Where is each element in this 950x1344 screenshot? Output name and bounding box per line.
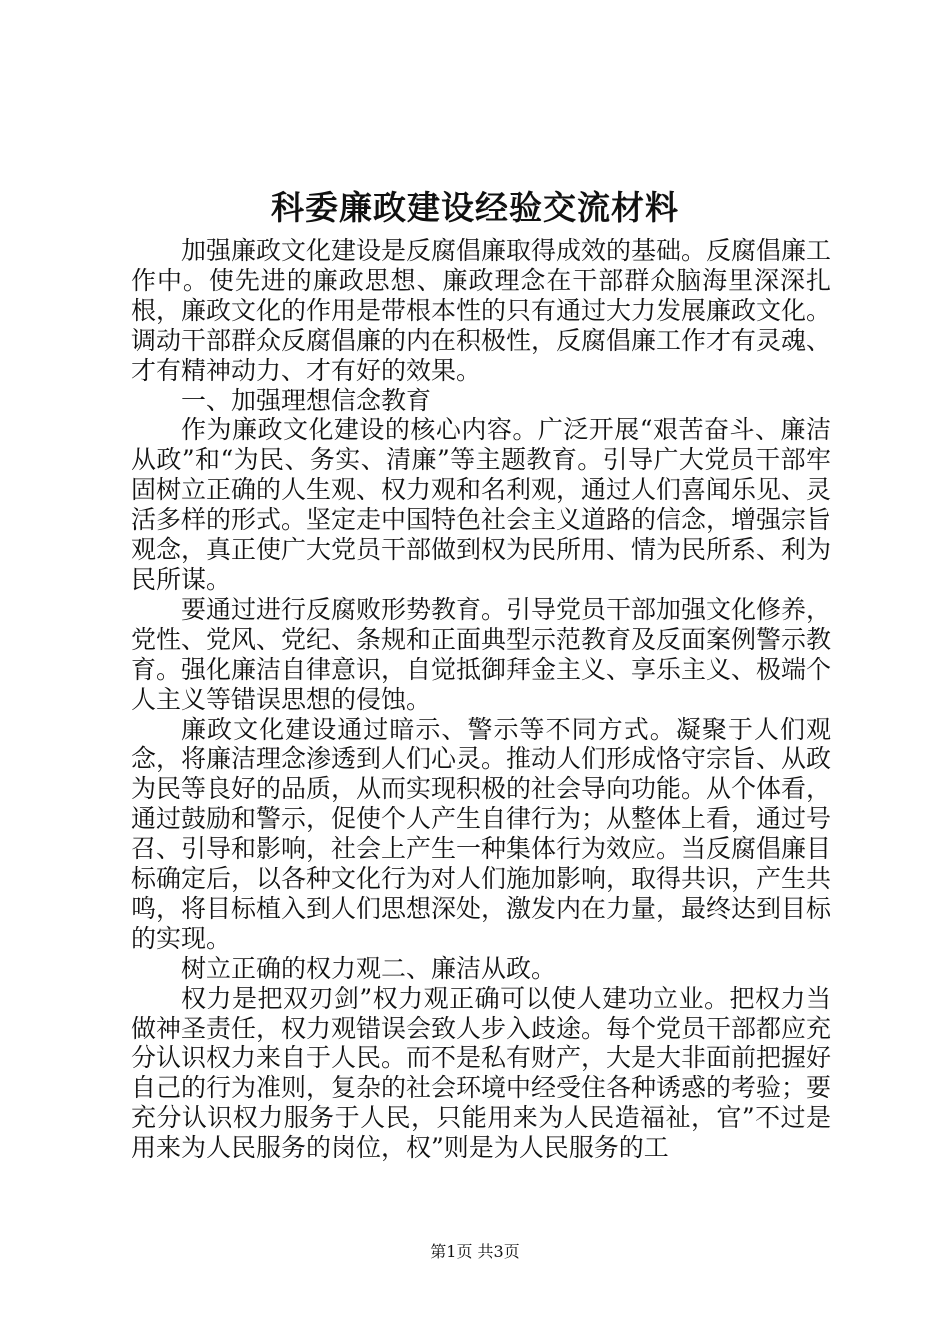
section-heading-2: 树立正确的权力观二、廉洁从政。 (181, 953, 557, 983)
paragraph: 权力是把双刃剑”权力观正确可以使人建功立业。把权力当做神圣责任，权力观错误会致人步入歧途。每个党员干部都应充分认识权力来自于人民。而不是私有财产，大是大非面前把握好自己的行为准则，复杂的社会环境中经受住各种诱惑的考验；要充分认识权力服务于人民，只能用来为人民造福祉，官”不过是用来为人民服务的岗位，权”则是为人民服务的工 (131, 983, 832, 1163)
paragraph: 作为廉政文化建设的核心内容。广泛开展“艰苦奋斗、廉洁从政”和“为民、务实、清廉”等主题教育。引导广大党员干部牢固树立正确的人生观、权力观和名利观，通过人们喜闻乐见、灵活多样的形式。坚定走中国特色社会主义道路的信念，增强宗旨观念，真正使广大党员干部做到权为民所用、情为民所系、利为民所谋。 (131, 415, 832, 594)
section-heading-1: 一、加强理想信念教育 (181, 385, 432, 415)
document-title: 科委廉政建设经验交流材料 (271, 188, 679, 227)
document-body (131, 236, 831, 1163)
paragraph: 要通过进行反腐败形势教育。引导党员干部加强文化修养，党性、党风、党纪、条规和正面典型示范教育及反面案例警示教育。强化廉洁自律意识，自觉抵御拜金主义、享乐主义、极端个人主义等错误思想的侵蚀。 (131, 594, 832, 714)
paragraph: 廉政文化建设通过暗示、警示等不同方式。凝聚于人们观念，将廉洁理念渗透到人们心灵。推动人们形成恪守宗旨、从政为民等良好的品质，从而实现积极的社会导向功能。从个体看，通过鼓励和警示，促使个人产生自律行为；从整体上看，通过号召、引导和影响，社会上产生一种集体行为效应。当反腐倡廉目标确定后，以各种文化行为对人们施加影响，取得共识，产生共鸣，将目标植入到人们思想深处，激发内在力量，最终达到目标的实现。 (131, 714, 832, 953)
page-number-footer: 第1页 共3页 (430, 1242, 520, 1261)
paragraph-intro: 加强廉政文化建设是反腐倡廉取得成效的基础。反腐倡廉工作中。使先进的廉政思想、廉政理念在干部群众脑海里深深扎根，廉政文化的作用是带根本性的只有通过大力发展廉政文化。调动干部群众反腐倡廉的内在积极性，反腐倡廉工作才有灵魂、才有精神动力、才有好的效果。 (131, 236, 832, 385)
